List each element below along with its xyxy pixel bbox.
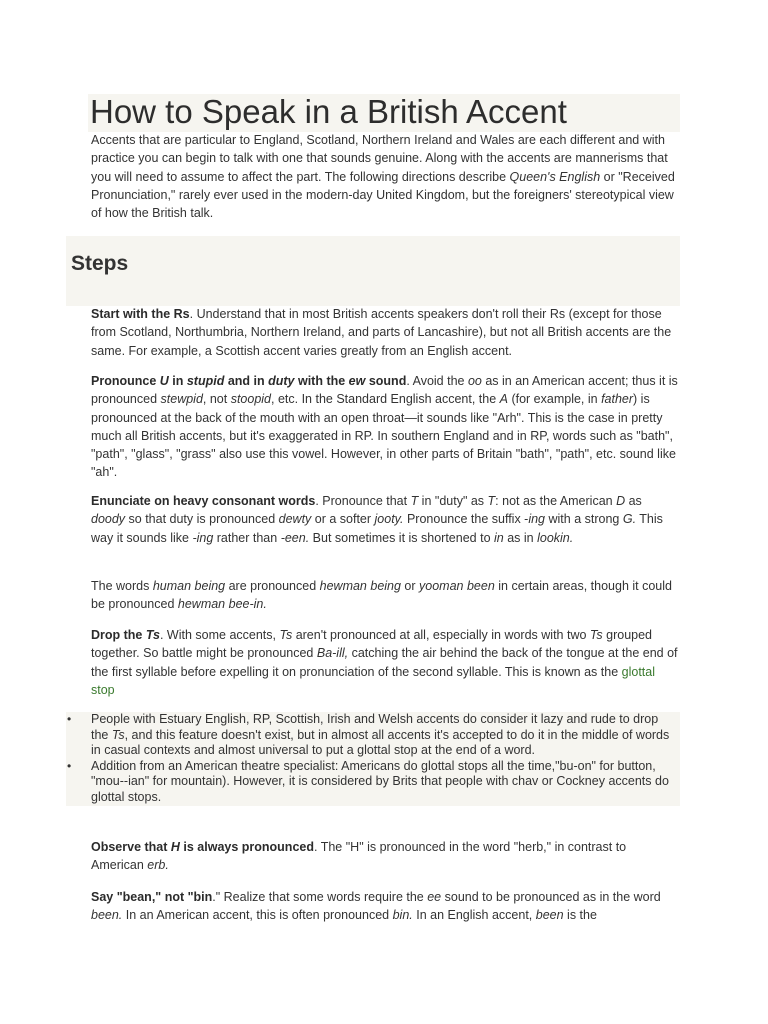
step-title: Start with the Rs (91, 307, 190, 321)
bullet-icon: • (67, 758, 72, 773)
step-observe-h: Observe that H is always pronounced. The "H" is pronounced in the word "herb," in contrast to American erb. (91, 840, 627, 873)
list-item: • People with Estuary English, RP, Scottish, Irish and Welsh accents do consider it lazy and rude to drop the Ts, and this feature doesn't exist, but in almost all accents it's accepted to do it in the middle of words in casual contexts and almost universal to put a glottal stop at the end of a word. (67, 712, 670, 758)
intro-italic: Queen's English (509, 169, 601, 184)
step-drop-ts: Drop the Ts. With some accents, Ts aren't pronounced at all, especially in words with two Ts grouped together. So battle might be pronounced Ba-ill, catching the air behind the back of the tongue at the end of the first syllable before expelling it on pronunciation of the second syllable. This is known as the glottal stop (91, 628, 678, 697)
step-human-being: The words human being are pronounced hewman being or yooman been in certain areas, though it could be pronounced hewman bee-in. (91, 579, 672, 612)
step-title: Drop the Ts (91, 628, 160, 642)
tips-list (66, 712, 678, 806)
step-pronounce-u: Pronounce U in stupid and in duty with the ew sound. Avoid the oo as in an American accent; thus it is pronounced stewpid, not stoopid, etc. In the Standard English accent, the A (for example, in father) is pronounced at the back of the mouth with an open throat—it sounds like "Arh". This is the case in pretty much all British accents, but it's exaggerated in RP. In southern England and in RP, words such as "bath", "path", "glass", "grass" also use this vowel. However, in other parts of Britain "bath", "path", etc. sound like "ah". (91, 374, 678, 480)
intro-text: or "Received Pronunciation," rarely ever used in the modern-day United Kingdom, but the foreigners' stereotypical view of how the British talk. (91, 169, 675, 221)
steps-heading: Steps (71, 252, 129, 275)
step-title: Pronounce U in stupid and in duty with the ew sound (91, 374, 407, 388)
step-start-with-rs (91, 305, 679, 360)
bullet-icon: • (67, 712, 72, 726)
step-title: Enunciate on heavy consonant words (91, 494, 316, 508)
glottal-stop-link[interactable]: glottal stop (91, 664, 655, 697)
step-enunciate: Enunciate on heavy consonant words. Pronounce that T in "duty" as T: not as the American D as doody so that duty is pronounced dewty or a softer jooty. Pronounce the suffix -ing with a strong G. This way it sounds like -ing rather than -een. But sometimes it is shortened to in as in lookin. (91, 494, 663, 545)
step-title: Observe that H is always pronounced (91, 840, 314, 854)
steps-highlight (66, 236, 680, 306)
intro-text: Accents that are particular to England, Scotland, Northern Ireland and Wales are each different and with practice you can begin to talk with one that sounds genuine. Along with the accents are mannerisms that you will need to assume to affect the part. The following directions describe (91, 133, 668, 184)
step-text: . Understand that in most British accents speakers don't roll their Rs (except for those from Scotland, Northumbria, Northern Ireland, and parts of Lancashire), but not all British accents are the same. For example, a Scottish accent varies greatly from an English accent. (91, 307, 672, 358)
list-item: • Addition from an American theatre specialist: Americans do glottal stops all the time,"bu-on" for button, "mou--ian" for mountain). However, it is considered by Brits that people with chav or Cockney accents do glottal stops. (67, 758, 669, 804)
intro-paragraph (91, 131, 681, 222)
step-say-bean: Say "bean," not "bin." Realize that some words require the ee sound to be pronounced as in the word been. In an American accent, this is often pronounced bin. In an English accent, been is the (91, 890, 661, 923)
step-title: Say "bean," not "bin (91, 890, 213, 904)
page-title: How to Speak in a British Accent (90, 93, 567, 130)
